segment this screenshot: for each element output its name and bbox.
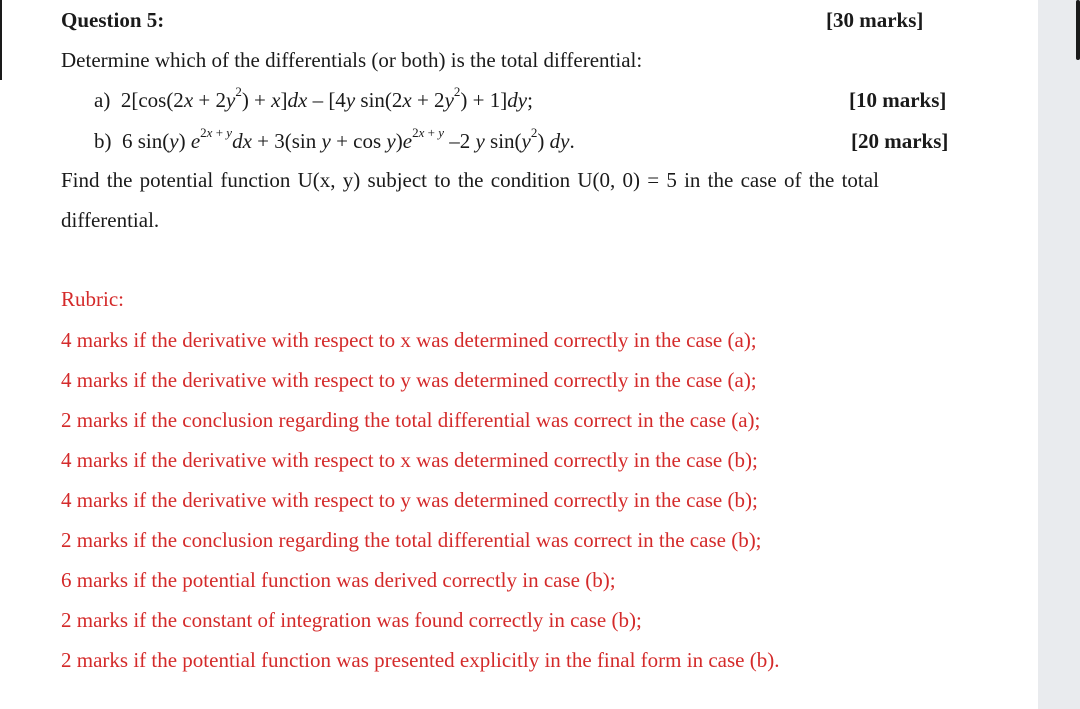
rubric-item: 6 marks if the potential function was derived correctly in case (b); [61,568,616,592]
part-a-expression: $2[\cos(2x + 2y^2) + x]dx - [4y$ $\sin(2x + 2y^2) + 1]dy$; [120,84,533,112]
rubric-item: 2 marks if the potential function was presented explicitly in the final form in case (b). [61,648,780,672]
rubric-title: Rubric: [61,287,124,311]
rubric-item: 4 marks if the derivative with respect to y was determined correctly in the case (b); [61,488,758,512]
scroll-notch [1076,0,1080,60]
find-instruction-line1: Find the potential function U(x, y) subject to the condition U(0, 0) = 5 in the case of the total [61,168,879,192]
page-edge [0,0,2,80]
rubric-item: 4 marks if the derivative with respect to y was determined correctly in the case (a); [61,368,757,392]
side-panel [1038,0,1080,709]
part-a-formula [94,84,533,112]
rubric-item: 2 marks if the conclusion regarding the total differential was correct in the case (b); [61,528,762,552]
question-marks: [30 marks] [826,8,924,32]
rubric-item: 4 marks if the derivative with respect to x was determined correctly in the case (b); [61,448,758,472]
part-b-marks: [20 marks] [851,129,949,153]
rubric-item: 4 marks if the derivative with respect to x was determined correctly in the case (a); [61,328,757,352]
part-b-label: b) [94,129,112,153]
part-b-formula [94,125,575,153]
rubric-item: 2 marks if the conclusion regarding the total differential was correct in the case (a); [61,408,761,432]
part-a-label: a) [94,88,111,112]
question-prompt: Determine which of the differentials (or both) is the total differential: [61,48,643,72]
find-instruction-line2: differential. [61,208,160,232]
part-a-marks: [10 marks] [849,88,947,112]
part-b-expression: 6 sin(y) $e^{2x + y}dx + 3(\sin$ $y + \cos y)e^{2x + y}$ –2 y $\sin(y^2)$ dy. [122,125,575,153]
question-title: Question 5: [61,8,165,32]
rubric-item: 2 marks if the constant of integration was found correctly in case (b); [61,608,642,632]
